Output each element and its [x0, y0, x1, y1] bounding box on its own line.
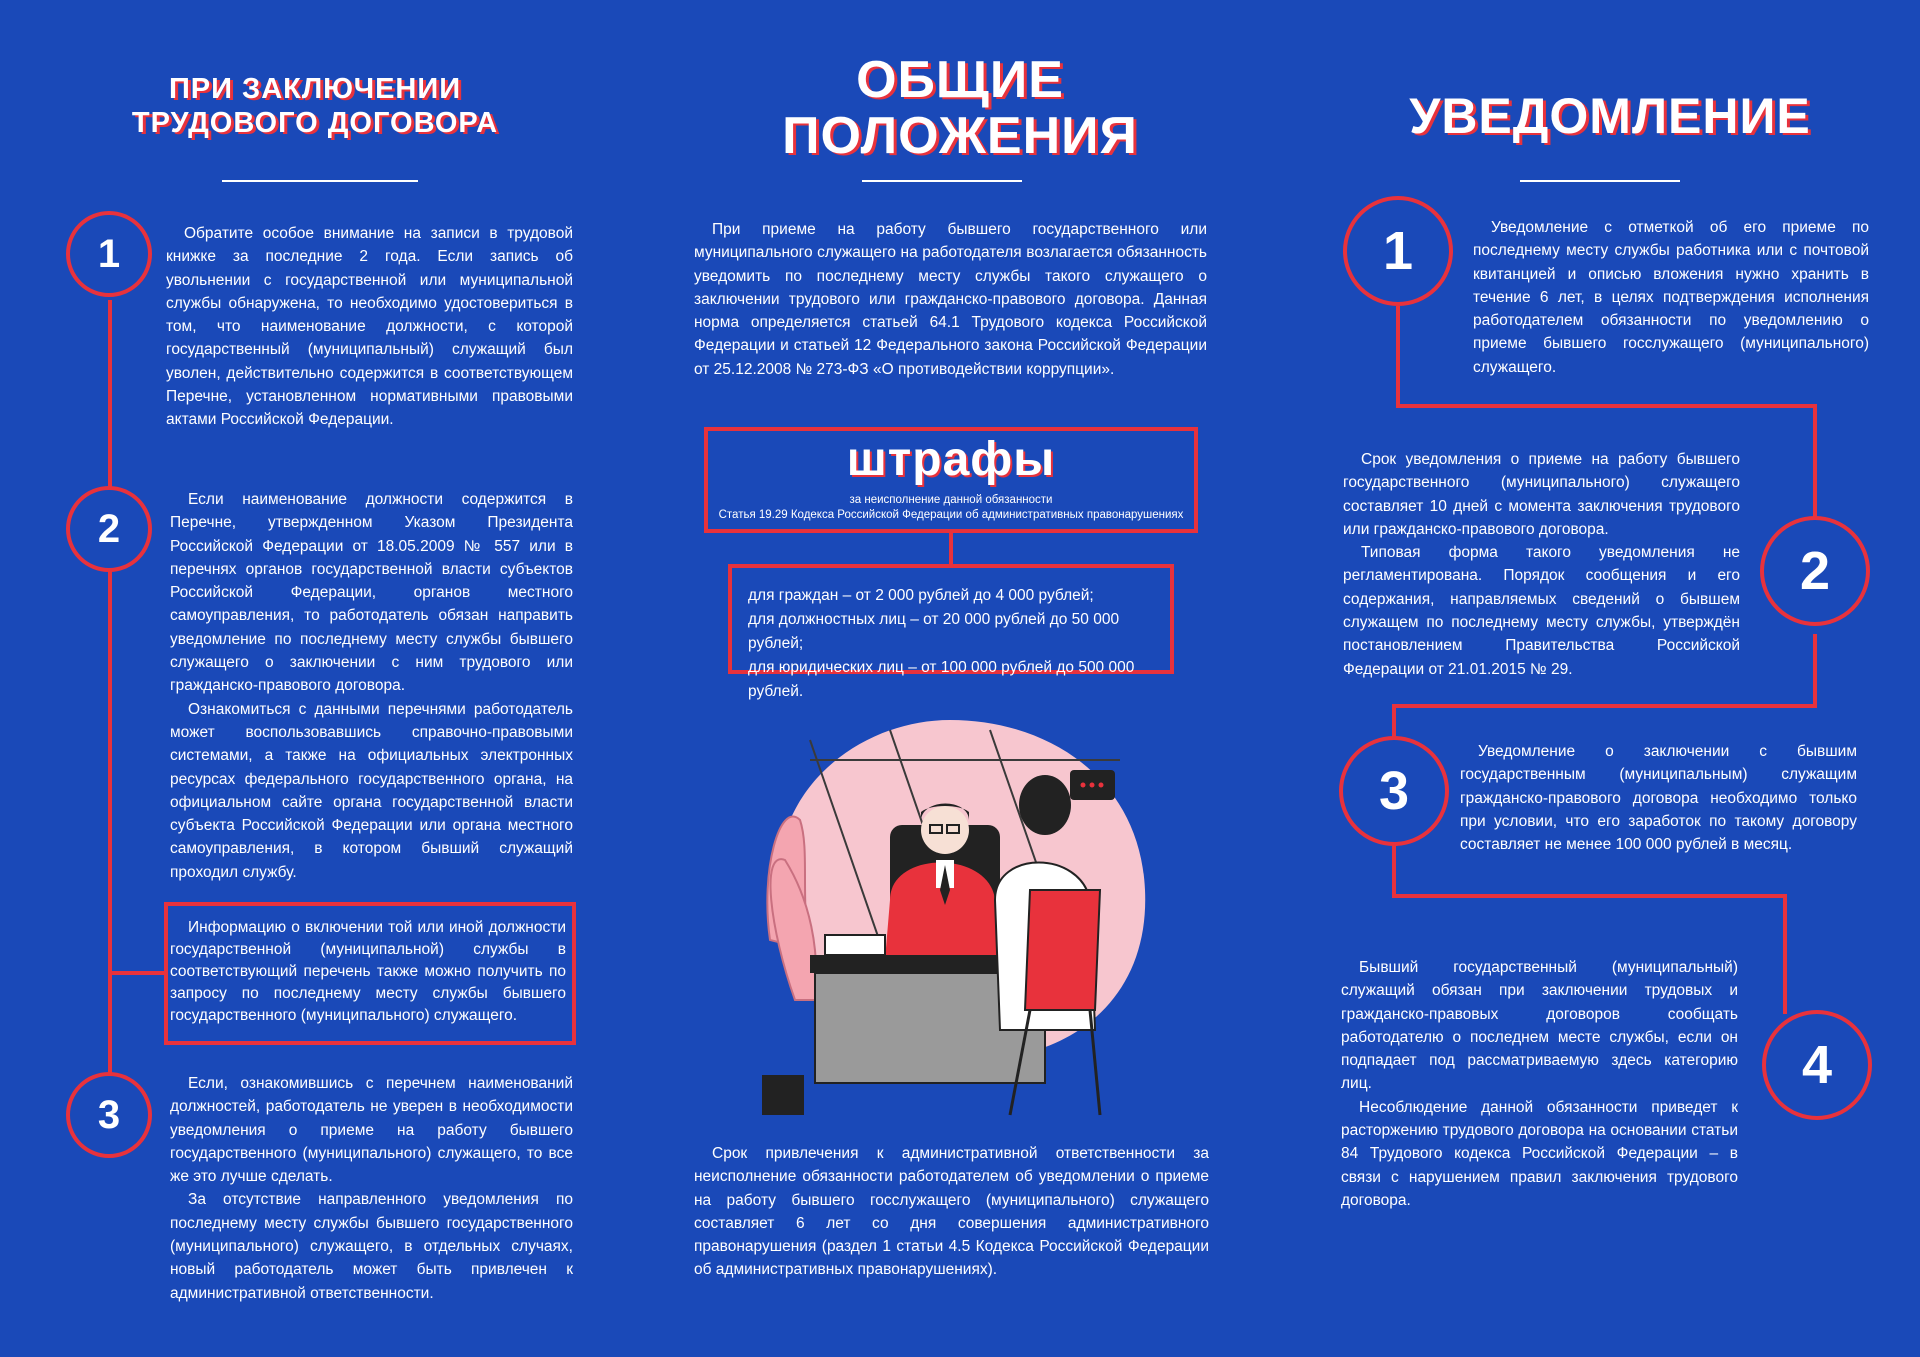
right-step-1-text: Уведомление с отметкой об его приеме по последнему месту службы работника или с почтовой квитанцией и описью вложения нужно хранить в течение 6 лет, в целях подтверждения исполнения работодателем обязанности по уведомлению о приеме бывшего госслужащего (муниципального) служащего.: [1473, 219, 1869, 376]
center-title-line2: ПОЛОЖЕНИЯ: [782, 107, 1138, 165]
fines-list: [748, 584, 1168, 704]
fines-connector: [949, 533, 953, 566]
left-step-1-text: Обратите особое внимание на записи в трудовой книжке за последние 2 года. Если запись об увольнении с государственной или муниципальной службы обнаружена, то необходимо удостовериться в том, что наименование должности, с которой государственный (муниципальный) служащий был уволен, действительно содержится в соответствующем Перечне, установленном нормативными правовыми актами Российской Федерации.: [166, 225, 573, 429]
left-title-line2: ТРУДОВОГО ДОГОВОРА: [131, 107, 499, 139]
left-step-2-badge: 2: [66, 486, 152, 572]
right-step-4-para-b: Несоблюдение данной обязанности приведет к расторжению трудового договора на основании статьи 84 Трудового кодекса Российской Федерации – в связи с нарушением правил заключения трудового договора.: [1341, 1098, 1738, 1209]
office-meeting-illustration: [740, 700, 1170, 1120]
right-line-1-across: [1396, 404, 1817, 408]
left-timeline-branch: [110, 971, 166, 975]
left-title-underline: [222, 180, 418, 182]
left-step-2-para-a: Если наименование должности содержится в Перечне, утвержденном Указом Президента Российской Федерации от 18.05.2009 № 557 или в перечнях органов государственной власти субъектов Российской Федерации, органов местного самоуправления, то работодатель обязан направить уведомление по последнему месту службы бывшего служащего о заключении с ним трудового или гражданско-правового договора.: [170, 491, 573, 695]
left-step-3-text: [170, 1072, 573, 1305]
right-line-2-across: [1392, 704, 1817, 708]
left-step-1-badge: 1: [66, 211, 152, 297]
center-title-line1: ОБЩИЕ: [856, 51, 1064, 109]
fines-title: штрафы: [846, 433, 1056, 486]
fine-citizens: для граждан – от 2 000 рублей до 4 000 рублей;: [748, 587, 1094, 604]
center-title-underline: [862, 180, 1022, 182]
fines-article: Статья 19.29 Кодекса Российской Федерации об административных правонарушениях: [718, 509, 1184, 521]
right-line-2-down-b: [1813, 634, 1817, 706]
fines-subtitle: за неисполнение данной обязанности: [849, 494, 1053, 506]
right-title-underline: [1520, 180, 1680, 182]
right-step-2-para-b: Типовая форма такого уведомления не регламентирована. Порядок сообщения и его содержания, направляемых сведений о бывшем служащем по последнему месту службы, утверждён постановлением Правительства Российской Федерации от 21.01.2015 № 29.: [1343, 544, 1740, 678]
right-step-1-badge: 1: [1343, 196, 1453, 306]
center-title: [690, 52, 1230, 164]
right-line-1-down: [1396, 306, 1400, 408]
center-bottom-text: Срок привлечения к административной ответственности за неисполнение обязанности работодателем об уведомлении о приеме на работу бывшего госслужащего (муниципального) служащего составляет 6 лет со дня совершения административного правонарушения (раздел 1 статьи 4.5 Кодекса Российской Федерации об административных правонарушениях).: [694, 1145, 1209, 1279]
right-line-3-across: [1392, 894, 1787, 898]
right-step-3-badge: 3: [1339, 736, 1449, 846]
fine-officials: для должностных лиц – от 20 000 рублей до 50 000 рублей;: [748, 611, 1120, 652]
right-step-4-para-a: Бывший государственный (муниципальный) служащий обязан при заключении трудовых и гражданско-правовых договоров сообщать работодателю о последнем месте службы, если он подпадает под рассматриваемую здесь категорию лиц.: [1341, 959, 1738, 1093]
fine-legal-entities: для юридических лиц – от 100 000 рублей до 500 000 рублей.: [748, 659, 1135, 700]
left-step-3-badge: 3: [66, 1072, 152, 1158]
left-step-2-text: [170, 488, 573, 884]
right-step-4-text: [1341, 956, 1738, 1212]
right-step-2-para-a: Срок уведомления о приеме на работу бывшего государственного (муниципального) служащего составляет 10 дней с момента заключения трудового или гражданско-правового договора.: [1343, 451, 1740, 538]
left-title-line1: ПРИ ЗАКЛЮЧЕНИИ: [168, 73, 462, 105]
right-step-2-badge: 2: [1760, 516, 1870, 626]
right-line-4-down: [1783, 894, 1787, 1014]
right-line-3-down-b: [1392, 840, 1396, 898]
left-timeline-line: [108, 300, 112, 1110]
right-step-4-badge: 4: [1762, 1010, 1872, 1120]
left-step-3-para-b: За отсутствие направленного уведомления по последнему месту службы бывшего государственного (муниципального) служащего, в отдельных случаях, новый работодатель может быть привлечен к административной ответственности.: [170, 1191, 573, 1302]
left-title: [50, 72, 580, 140]
center-intro-text: При приеме на работу бывшего государственного или муниципального служащего на работодателя возлагается обязанность уведомить по последнему месту службы такого служащего о заключении трудового или гражданско-правового договора. Данная норма определяется статьей 64.1 Трудового кодекса Российской Федерации и статьей 12 Федерального закона Российской Федерации от 25.12.2008 № 273-ФЗ «О противодействии коррупции».: [694, 221, 1207, 378]
right-step-3-text: Уведомление о заключении с бывшим государственным (муниципальным) служащим гражданско-правового договора необходимо только при условии, что его заработок по такому договору составляет не менее 100 000 рублей в месяц.: [1460, 743, 1857, 854]
left-step-3-para-a: Если, ознакомившись с перечнем наименований должностей, работодатель не уверен в необходимости уведомления о приеме на работу бывшего государственного (муниципального) служащего, то все же это лучше сделать.: [170, 1075, 573, 1186]
left-step-2-para-b: Ознакомиться с данными перечнями работодатель может воспользовавшись справочно-правовыми системами, а также на официальных электронных ресурсах федерального государственного органа, на официальном сайте органа государственной власти субъекта Российской Федерации или органа местного самоуправления, в котором бывший служащий проходил службу.: [170, 700, 573, 881]
left-info-box-text: Информацию о включении той или иной должности государственной (муниципальной) службы в соответствующий перечень также можно получить по запросу по последнему месту службы бывшего государственного (муниципального) служащего.: [170, 919, 566, 1024]
fines-title-block: [704, 432, 1198, 523]
right-line-2-down-a: [1813, 404, 1817, 526]
right-step-2-text: [1343, 448, 1740, 681]
right-title: УВЕДОМЛЕНИЕ: [1409, 88, 1811, 144]
